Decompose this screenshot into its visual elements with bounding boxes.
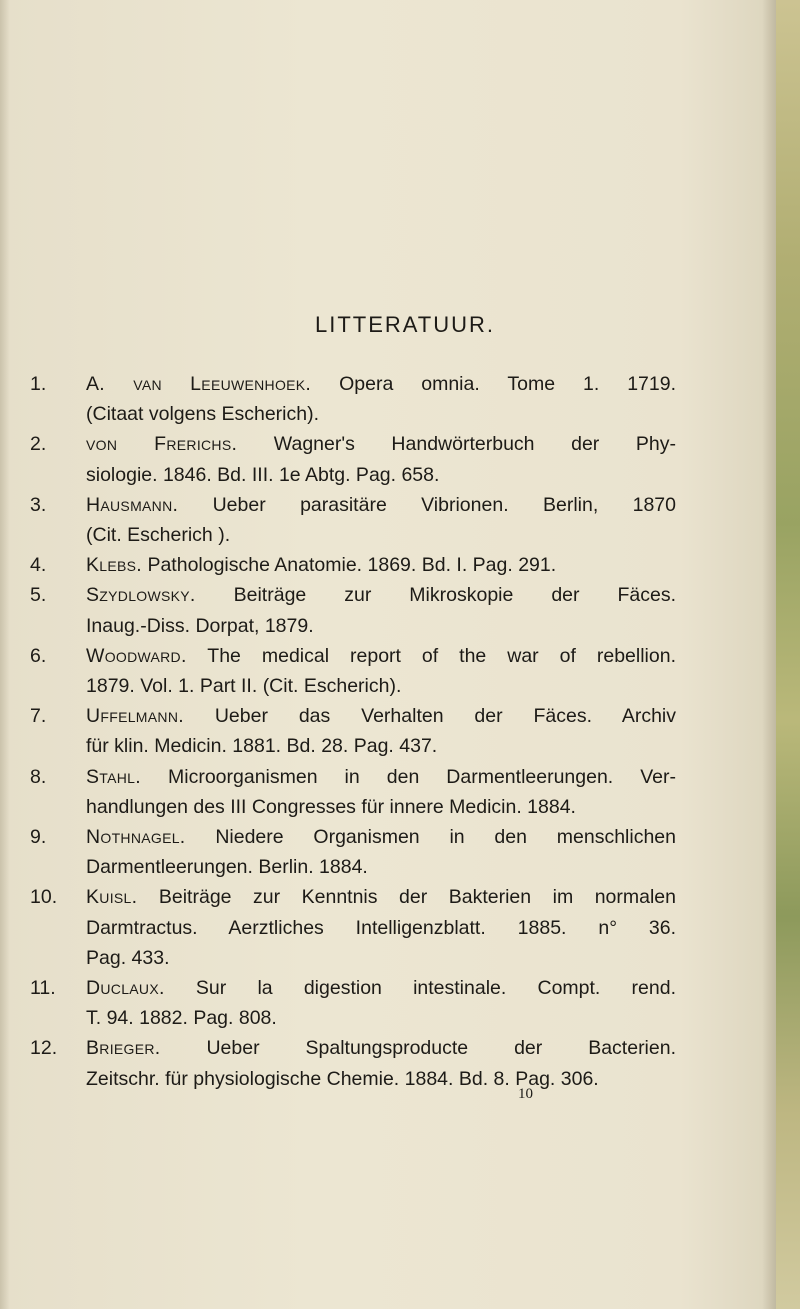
reference-line — [86, 1003, 676, 1033]
reference-text: Niedere Organismen in den menschlichen — [215, 826, 676, 849]
reference-author: Nothnagel. — [86, 826, 186, 849]
reference-text: (Cit. Escherich ). — [86, 524, 231, 547]
reference-text: Beiträge zur Mikroskopie der Fäces. — [233, 584, 676, 607]
reference-text: Ueber parasitäre Vibrionen. Berlin, 1870 — [212, 493, 676, 516]
reference-line — [86, 611, 676, 641]
reference-line — [86, 550, 676, 580]
reference-text: (Citaat volgens Escherich). — [86, 403, 320, 426]
reference-number: 12. — [30, 1037, 58, 1060]
reference-line — [86, 490, 676, 520]
reference-item — [0, 701, 676, 761]
reference-line — [86, 731, 676, 761]
reference-line — [86, 399, 676, 429]
reference-author: von Frerichs. — [86, 433, 238, 456]
reference-line — [86, 943, 676, 973]
reference-line — [86, 369, 676, 399]
reference-item — [0, 882, 676, 973]
page-number: 10 — [518, 1086, 533, 1102]
reference-number: 5. — [30, 584, 47, 607]
reference-number: 3. — [30, 493, 47, 516]
reference-item — [0, 822, 676, 882]
reference-number: 1. — [30, 373, 47, 395]
reference-author: A. van Leeuwenhoek. — [86, 373, 312, 395]
reference-item — [0, 369, 676, 429]
reference-author: Hausmann. — [86, 493, 179, 516]
reference-text: Inaug.-Diss. Dorpat, 1879. — [86, 614, 314, 637]
reference-author: Duclaux. — [86, 977, 165, 1000]
reference-number: 9. — [30, 826, 47, 849]
reference-number: 4. — [30, 554, 47, 577]
reference-line — [86, 1064, 676, 1094]
reference-text: Opera omnia. Tome 1. 1719. — [339, 373, 677, 395]
reference-line — [86, 520, 676, 550]
reference-author: Szydlowsky. — [86, 584, 196, 607]
reference-text: The medical report of the war of rebellion. — [207, 644, 676, 667]
reference-line — [86, 1033, 676, 1063]
reference-text: T. 94. 1882. Pag. 808. — [86, 1007, 277, 1030]
reference-line — [86, 792, 676, 822]
reference-line — [86, 671, 676, 701]
reference-item — [0, 641, 676, 701]
reference-author: Stahl. — [86, 765, 141, 788]
reference-item — [0, 490, 676, 550]
reference-number: 11. — [30, 977, 56, 1000]
reference-text: handlungen des III Congresses für innere Medicin. 1884. — [86, 795, 576, 818]
reference-item — [0, 1033, 676, 1093]
reference-text: Pag. 433. — [86, 946, 170, 969]
reference-list — [0, 369, 800, 1094]
reference-line — [86, 762, 676, 792]
reference-text: siologie. 1846. Bd. III. 1e Abtg. Pag. 658. — [86, 463, 440, 486]
reference-number: 10. — [30, 886, 58, 909]
reference-text: Pathologische Anatomie. 1869. Bd. I. Pag. 291. — [147, 554, 557, 577]
reference-item — [0, 973, 676, 1033]
reference-line — [86, 822, 676, 852]
reference-item — [0, 580, 676, 640]
reference-line — [86, 429, 676, 459]
reference-text: Darmtractus. Aerztliches Intelligenzblatt. 1885. n° 36. — [86, 916, 676, 939]
reference-line — [86, 460, 676, 490]
reference-author: Brieger. — [86, 1037, 161, 1060]
reference-author: Woodward. — [86, 644, 187, 667]
reference-line — [86, 701, 676, 731]
reference-text: Zeitschr. für physiologische Chemie. 1884. Bd. 8. Pag. 306. — [86, 1067, 599, 1090]
reference-text: für klin. Medicin. 1881. Bd. 28. Pag. 437. — [86, 735, 438, 758]
reference-line — [86, 913, 676, 943]
reference-item — [0, 429, 676, 489]
reference-number: 2. — [30, 433, 47, 456]
reference-text: Sur la digestion intestinale. Compt. rend. — [195, 977, 676, 1000]
reference-text: Microorganismen in den Darmentleerungen. Ver- — [168, 765, 676, 788]
reference-author: Kuisl. — [86, 886, 138, 909]
reference-number: 8. — [30, 765, 47, 788]
reference-author: Klebs. — [86, 554, 143, 577]
reference-number: 7. — [30, 705, 47, 728]
reference-text: Ueber Spaltungsproducte der Bacterien. — [206, 1037, 676, 1060]
reference-item — [0, 762, 676, 822]
reference-line — [86, 882, 676, 912]
reference-text: 1879. Vol. 1. Part II. (Cit. Escherich). — [86, 675, 402, 698]
reference-item — [0, 550, 676, 580]
reference-line — [86, 641, 676, 671]
reference-text: Darmentleerungen. Berlin. 1884. — [86, 856, 368, 879]
reference-author: Uffelmann. — [86, 705, 184, 728]
page-title: LITTERATUUR. — [314, 312, 496, 337]
reference-text: Wagner's Handwörterbuch der Phy- — [273, 433, 676, 456]
reference-number: 6. — [30, 644, 47, 667]
reference-text: Ueber das Verhalten der Fäces. Archiv — [214, 705, 677, 728]
reference-line — [86, 852, 676, 882]
reference-line — [86, 973, 676, 1003]
reference-line — [86, 580, 676, 610]
reference-text: Beiträge zur Kenntnis der Bakterien im normalen — [158, 886, 676, 909]
